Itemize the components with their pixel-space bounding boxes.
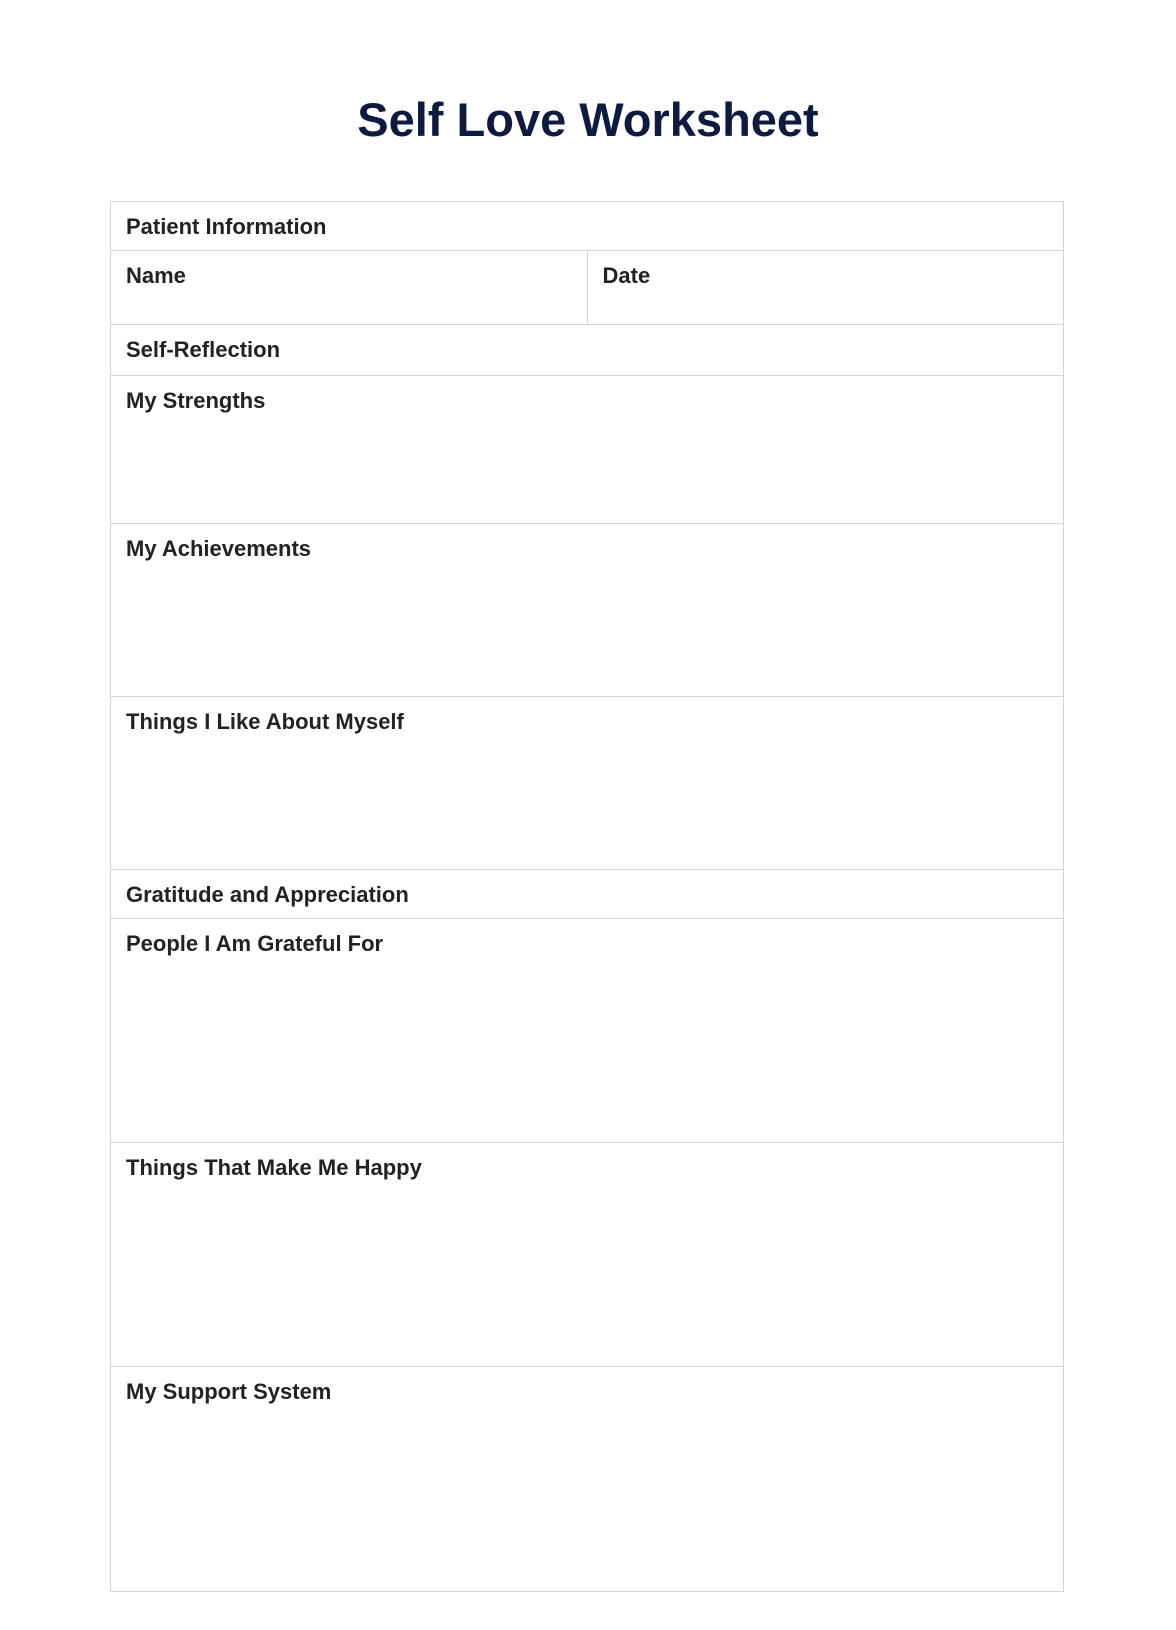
date-field[interactable] xyxy=(587,251,1064,324)
my-strengths-row xyxy=(111,376,1063,524)
support-system-label: My Support System xyxy=(126,1379,332,1404)
date-label: Date xyxy=(602,263,651,288)
people-grateful-label: People I Am Grateful For xyxy=(126,931,384,956)
patient-information-header xyxy=(111,202,1063,250)
worksheet-table xyxy=(110,201,1064,1592)
things-i-like-label: Things I Like About Myself xyxy=(126,709,404,734)
my-strengths-label: My Strengths xyxy=(126,388,266,413)
things-i-like-row xyxy=(111,697,1063,870)
patient-information-header-row xyxy=(111,202,1063,251)
page-title: Self Love Worksheet xyxy=(357,93,819,146)
my-achievements-field[interactable] xyxy=(111,524,1063,696)
support-system-row xyxy=(111,1367,1063,1591)
my-achievements-label: My Achievements xyxy=(126,536,312,561)
name-label: Name xyxy=(126,263,186,288)
support-system-field[interactable] xyxy=(111,1367,1063,1591)
things-i-like-field[interactable] xyxy=(111,697,1063,869)
self-reflection-header xyxy=(111,325,1063,375)
people-grateful-field[interactable] xyxy=(111,919,1063,1142)
things-happy-field[interactable] xyxy=(111,1143,1063,1366)
people-grateful-row xyxy=(111,919,1063,1143)
things-happy-label: Things That Make Me Happy xyxy=(126,1155,422,1180)
name-date-row xyxy=(111,251,1063,325)
things-happy-row xyxy=(111,1143,1063,1367)
patient-information-label: Patient Information xyxy=(126,214,327,239)
gratitude-label: Gratitude and Appreciation xyxy=(126,882,409,907)
name-field[interactable] xyxy=(111,251,587,324)
gratitude-header-row xyxy=(111,870,1063,919)
self-reflection-header-row xyxy=(111,325,1063,376)
gratitude-header xyxy=(111,870,1063,918)
my-strengths-field[interactable] xyxy=(111,376,1063,523)
self-reflection-label: Self-Reflection xyxy=(126,337,281,362)
my-achievements-row xyxy=(111,524,1063,697)
